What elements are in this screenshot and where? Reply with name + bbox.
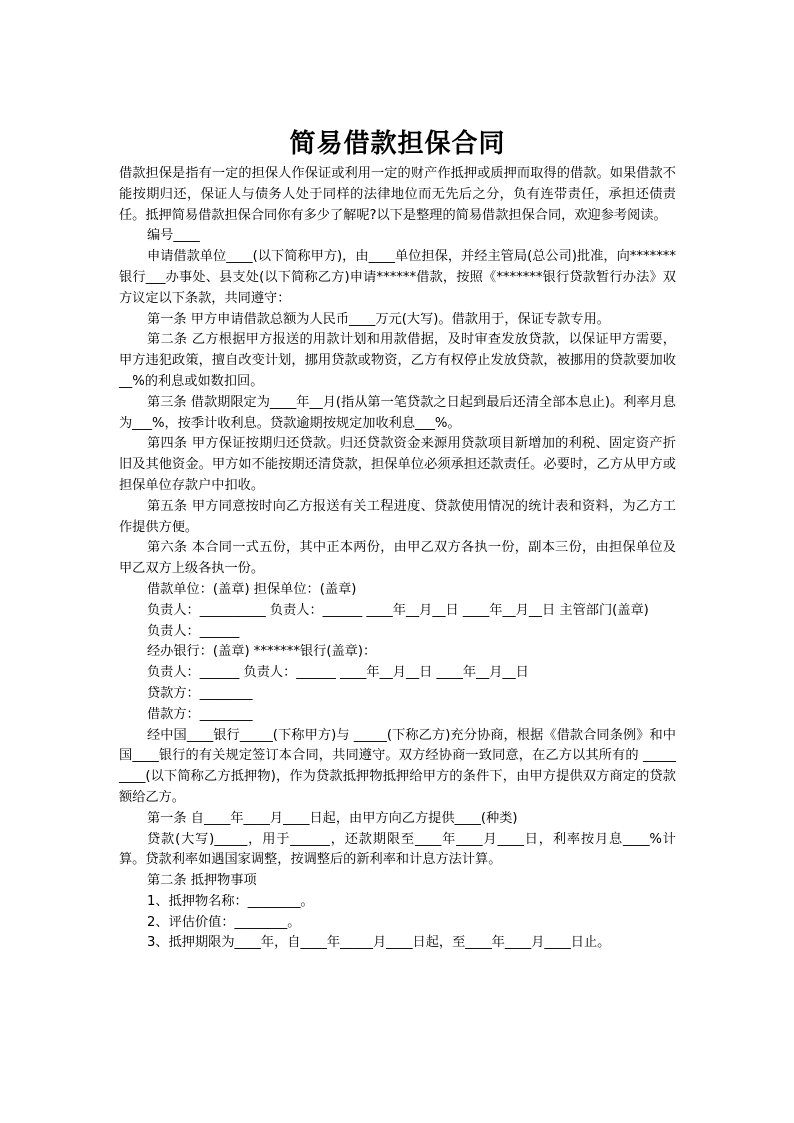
document-body bbox=[119, 164, 676, 954]
paragraph: 3、抵押期限为____年，自____年_____月____日起，至____年____月____日止。 bbox=[147, 935, 611, 951]
paragraph: 第四条 甲方保证按期归还贷款。归还贷款资金来源用贷款项目新增加的利税、固定资产折旧及其他资金。甲方如不能按期还清贷款，担保单位必须承担还款责任。必要时，乙方从甲方或担保单位存款户中扣收。 bbox=[119, 436, 676, 493]
paragraph: 第二条 抵押物事项 bbox=[147, 873, 257, 889]
paragraph: 申请借款单位____(以下简称甲方)，由____单位担保，并经主管局(总公司)批准，向*******银行___办事处、县支处(以下简称乙方)申请******借款，按照《*******银行贷款暂行办法》双方议定以下条款，共同遵守： bbox=[119, 249, 676, 306]
paragraph: 第二条 乙方根据甲方报送的用款计划和用款借据，及时审查发放贷款，以保证甲方需要，甲方违犯政策，擅自改变计划，挪用贷款或物资，乙方有权停止发放贷款，被挪用的贷款要加收__%的利息或如数扣回。 bbox=[119, 332, 676, 389]
paragraph: 编号____ bbox=[147, 228, 200, 244]
paragraph: 贷款方：________ bbox=[147, 685, 253, 701]
paragraph: 负责人：______ bbox=[147, 623, 240, 639]
paragraph: 借款方：________ bbox=[147, 706, 253, 722]
paragraph: 经中国____银行_____(下称甲方)与 _____(下称乙方)充分协商，根据《借款合同条例》和中国____银行的有关规定签订本合同，共同遵守。双方经协商一致同意，在乙方以其所有的 _________(以下简称乙方抵押物)，作为贷款抵押物抵押给甲方的条件下，由甲方提供双方商定的贷款额给乙方。 bbox=[119, 727, 676, 805]
paragraph: 2、评估价值：________。 bbox=[147, 914, 301, 930]
paragraph: 第一条 甲方申请借款总额为人民币____万元(大写)。借款用于，保证专款专用。 bbox=[147, 311, 610, 327]
paragraph: 第五条 甲方同意按时向乙方报送有关工程进度、贷款使用情况的统计表和资料，为乙方工作提供方便。 bbox=[119, 498, 676, 535]
paragraph: 负责人：______ 负责人：______ ____年__月__日 ____年__月__日 bbox=[147, 665, 529, 681]
paragraph: 第六条 本合同一式五份，其中正本两份，由甲乙双方各执一份，副本三份，由担保单位及甲乙双方上级各执一份。 bbox=[119, 540, 676, 577]
paragraph: 第三条 借款期限定为____年__月(指从第一笔贷款之日起到最后还清全部本息止)。利率月息为___%，按季计收利息。贷款逾期按规定加收利息___%。 bbox=[119, 394, 676, 431]
paragraph: 借款担保是指有一定的担保人作保证或利用一定的财产作抵押或质押而取得的借款。如果借款不能按期归还，保证人与债务人处于同样的法律地位而无先后之分，负有连带责任，承担还债责任。抵押简易借款担保合同你有多少了解呢?以下是整理的简易借款担保合同，欢迎参考阅读。 bbox=[119, 166, 676, 223]
paragraph: 借款单位：(盖章) 担保单位：(盖章) bbox=[147, 581, 357, 597]
document-title: 简易借款担保合同 bbox=[289, 129, 506, 159]
paragraph: 负责人：__________ 负责人：______ ____年__月__日 ____年__月__日 主管部门(盖章) bbox=[147, 602, 649, 618]
paragraph: 经办银行：(盖章) *******银行(盖章)： bbox=[147, 644, 377, 660]
paragraph: 1、抵押物名称：________。 bbox=[147, 893, 314, 909]
paragraph: 第一条 自____年____月____日起，由甲方向乙方提供____(种类) bbox=[147, 810, 518, 826]
paragraph: 贷款(大写)_____，用于______，还款期限至____年____月____日，利率按月息____%计算。贷款利率如遇国家调整，按调整后的新利率和计息方法计算。 bbox=[119, 831, 676, 868]
